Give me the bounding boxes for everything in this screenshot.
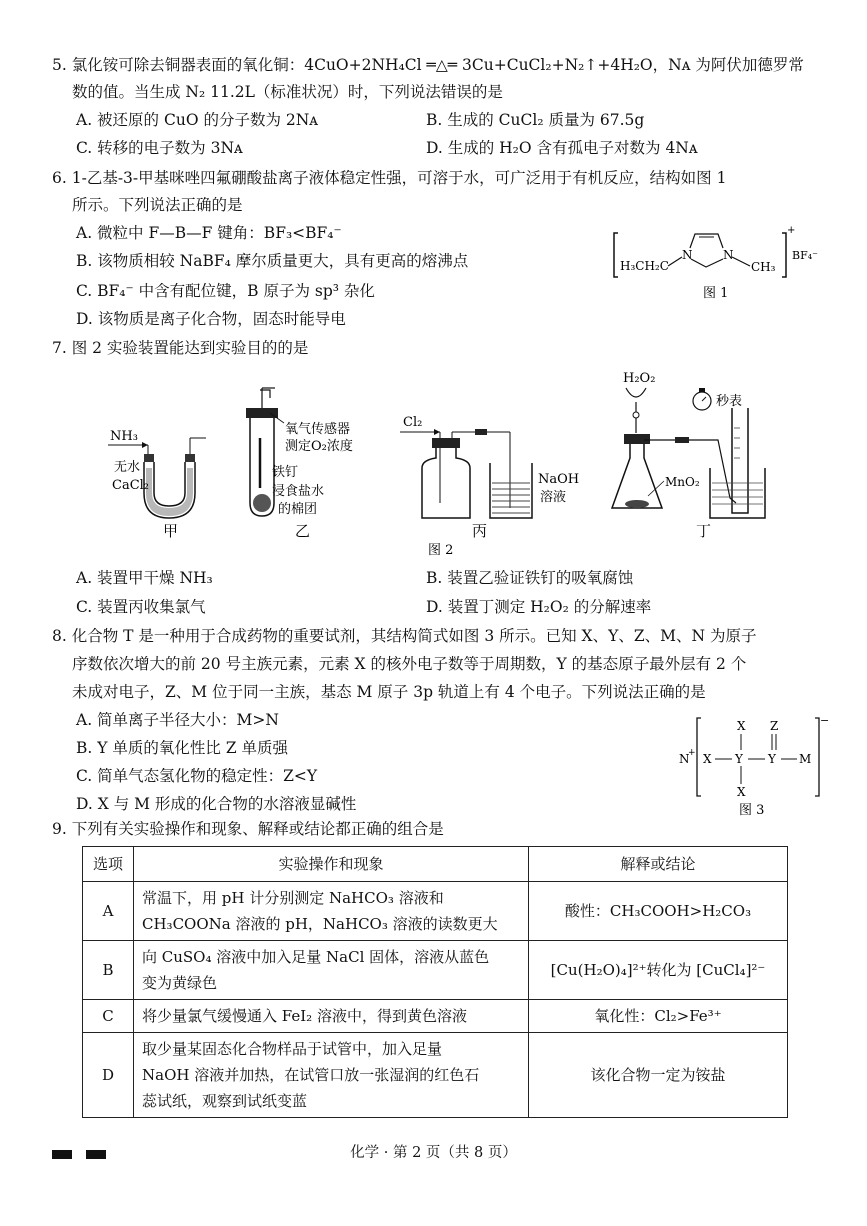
operation-line: CH₃COONa 溶液的 pH，NaHCO₃ 溶液的读数更大 (142, 915, 498, 933)
q9-table (82, 846, 788, 1118)
apparatus-ding (612, 371, 765, 540)
fig3-z: Z (770, 719, 779, 733)
apparatus-bing (400, 415, 579, 540)
fig1-caption: 图 1 (703, 286, 729, 301)
fig3-x-top: X (737, 719, 746, 733)
q6-option-c: C. BF₄⁻ 中含有配位键，B 原子为 sp³ 杂化 (76, 282, 375, 300)
q6-stem-line2: 所示。下列说法正确的是 (72, 196, 243, 214)
fig3-m: M (799, 752, 812, 766)
row-option: C (83, 1000, 134, 1033)
jia-nh3: NH₃ (110, 429, 138, 444)
q5-option-a: A. 被还原的 CuO 的分子数为 2Nᴀ (76, 111, 319, 129)
q8-option-d: D. X 与 M 形成的化合物的水溶液显碱性 (76, 795, 357, 813)
operation-line: 将少量氯气缓慢通入 FeI₂ 溶液中，得到黄色溶液 (142, 1007, 467, 1025)
table-header-option: 选项 (83, 847, 134, 882)
table-header-row (83, 847, 788, 882)
q5-stem-line2: 数的值。当生成 N₂ 11.2L（标准状况）时，下列说法错误的是 (72, 83, 503, 101)
page-footer: 化学 · 第 2 页（共 8 页） (350, 1145, 517, 1161)
operation-line: 取少量某固态化合物样品于试管中，加入足量 (142, 1040, 443, 1058)
table-row (83, 941, 788, 1000)
yi-cotton-line1: 浸食盐水 (272, 484, 325, 499)
q6-option-b: B. 该物质相较 NaBF₄ 摩尔质量更大，具有更高的熔沸点 (76, 252, 469, 270)
yi-sensor-line1: 氧气传感器 (285, 422, 351, 437)
yi-cotton-line2: 的棉团 (278, 502, 318, 517)
row-option: B (83, 941, 134, 1000)
q8-option-b: B. Y 单质的氧化性比 Z 单质强 (76, 739, 289, 757)
fig3-x-left: X (703, 752, 712, 766)
fig3-y1: Y (735, 752, 743, 766)
q7-option-c: C. 装置丙收集氯气 (76, 598, 206, 616)
ding-stopwatch: 秒表 (716, 394, 743, 409)
bing-naoh-line1: NaOH (538, 472, 580, 487)
fig3-x-bottom: X (737, 785, 746, 799)
fig1-ethyl: H₃CH₂C (620, 259, 669, 273)
q8-stem-line2: 序数依次增大的前 20 号主族元素，元素 X 的核外电子数等于周期数，Y 的基态原子最外层有 2 个 (72, 655, 747, 673)
row-conclusion: 氧化性：Cl₂>Fe³⁺ (529, 1000, 788, 1033)
q5-option-c: C. 转移的电子数为 3Nᴀ (76, 139, 243, 157)
row-operation (134, 882, 529, 941)
q6-stem-line1: 6. 1-乙基-3-甲基咪唑四氟硼酸盐离子液体稳定性强，可溶于水，可广泛用于有机反应，结构如图 1 (52, 169, 727, 187)
apparatus-jia (108, 429, 206, 540)
operation-line: 蕊试纸，观察到试纸变蓝 (142, 1092, 308, 1110)
q8-stem-line3: 未成对电子，Z、M 位于同一主族，基态 M 原子 3p 轨道上有 4 个电子。下列说法正确的是 (72, 683, 706, 701)
operation-line: 向 CuSO₄ 溶液中加入足量 NaCl 固体，溶液从蓝色 (142, 948, 490, 966)
row-operation (134, 1033, 529, 1118)
row-operation (134, 1000, 529, 1033)
apparatus-yi (246, 388, 353, 540)
row-conclusion: 该化合物一定为铵盐 (529, 1033, 788, 1118)
q6-option-a: A. 微粒中 F—B—F 键角：BF₃<BF₄⁻ (76, 224, 342, 242)
q7-option-b: B. 装置乙验证铁钉的吸氧腐蚀 (426, 569, 634, 587)
fig1-plus: + (787, 225, 796, 236)
fig3-y2: Y (768, 752, 776, 766)
q6-option-d: D. 该物质是离子化合物，固态时能导电 (76, 310, 346, 328)
q5-option-b: B. 生成的 CuCl₂ 质量为 67.5g (426, 111, 645, 129)
jia-label: 甲 (163, 522, 179, 540)
row-operation (134, 941, 529, 1000)
figure-2-caption: 图 2 (428, 543, 454, 558)
fig1-methyl: CH₃ (751, 260, 776, 274)
fig3-plus: + (688, 748, 696, 758)
fig1-n1: N (682, 248, 693, 262)
q8-stem-line1: 8. 化合物 T 是一种用于合成药物的重要试剂，其结构简式如图 3 所示。已知 X、Y、Z、M、N 为原子 (52, 627, 757, 645)
q8-option-c: C. 简单气态氢化物的稳定性：Z<Y (76, 767, 318, 785)
q7-stem: 7. 图 2 实验装置能达到实验目的的是 (52, 339, 309, 357)
figure-1-structure (610, 215, 820, 325)
q8-option-a: A. 简单离子半径大小：M>N (76, 711, 279, 729)
row-option: D (83, 1033, 134, 1118)
ding-h2o2: H₂O₂ (623, 371, 656, 386)
bing-label: 丙 (472, 522, 488, 540)
table-header-operation: 实验操作和现象 (134, 847, 529, 882)
operation-line: 变为黄绿色 (142, 974, 218, 992)
ding-mno2: MnO₂ (665, 475, 700, 489)
q7-option-a: A. 装置甲干燥 NH₃ (76, 569, 213, 587)
yi-sensor-line2: 测定O₂浓度 (285, 439, 353, 454)
operation-line: NaOH 溶液并加热，在试管口放一张湿润的红色石 (142, 1066, 480, 1084)
operation-line: 常温下，用 pH 计分别测定 NaHCO₃ 溶液和 (142, 889, 444, 907)
table-header-conclusion: 解释或结论 (529, 847, 788, 882)
fig1-n2: N (723, 248, 734, 262)
row-conclusion: [Cu(H₂O)₄]²⁺转化为 [CuCl₄]²⁻ (529, 941, 788, 1000)
bing-naoh-line2: 溶液 (540, 490, 567, 505)
jia-cacl2-line2: CaCl₂ (112, 478, 150, 493)
q5-option-d: D. 生成的 H₂O 含有孤电子对数为 4Nᴀ (426, 139, 698, 157)
table-row (83, 1033, 788, 1118)
table-row (83, 882, 788, 941)
jia-cacl2-line1: 无水 (114, 460, 141, 475)
yi-label: 乙 (295, 522, 311, 540)
q5-stem-line1: 5. 氯化铵可除去铜器表面的氧化铜：4CuO+2NH₄Cl ═△═ 3Cu+CuCl₂+N₂↑+4H₂O，Nᴀ 为阿伏加德罗常 (52, 56, 804, 74)
figure-3-structure (675, 708, 830, 818)
figure-2-apparatus (100, 368, 800, 568)
row-option: A (83, 882, 134, 941)
fig3-minus: − (820, 714, 830, 727)
fig3-caption: 图 3 (739, 803, 765, 818)
q9-stem: 9. 下列有关实验操作和现象、解释或结论都正确的组合是 (52, 820, 444, 838)
yi-nail: 铁钉 (272, 465, 299, 480)
bing-cl2: Cl₂ (403, 415, 423, 430)
fig3-n: N (679, 752, 690, 766)
ding-label: 丁 (696, 522, 712, 540)
table-row (83, 1000, 788, 1033)
row-conclusion: 酸性：CH₃COOH>H₂CO₃ (529, 882, 788, 941)
fig1-anion: BF₄⁻ (792, 249, 818, 262)
q7-option-d: D. 装置丁测定 H₂O₂ 的分解速率 (426, 598, 652, 616)
